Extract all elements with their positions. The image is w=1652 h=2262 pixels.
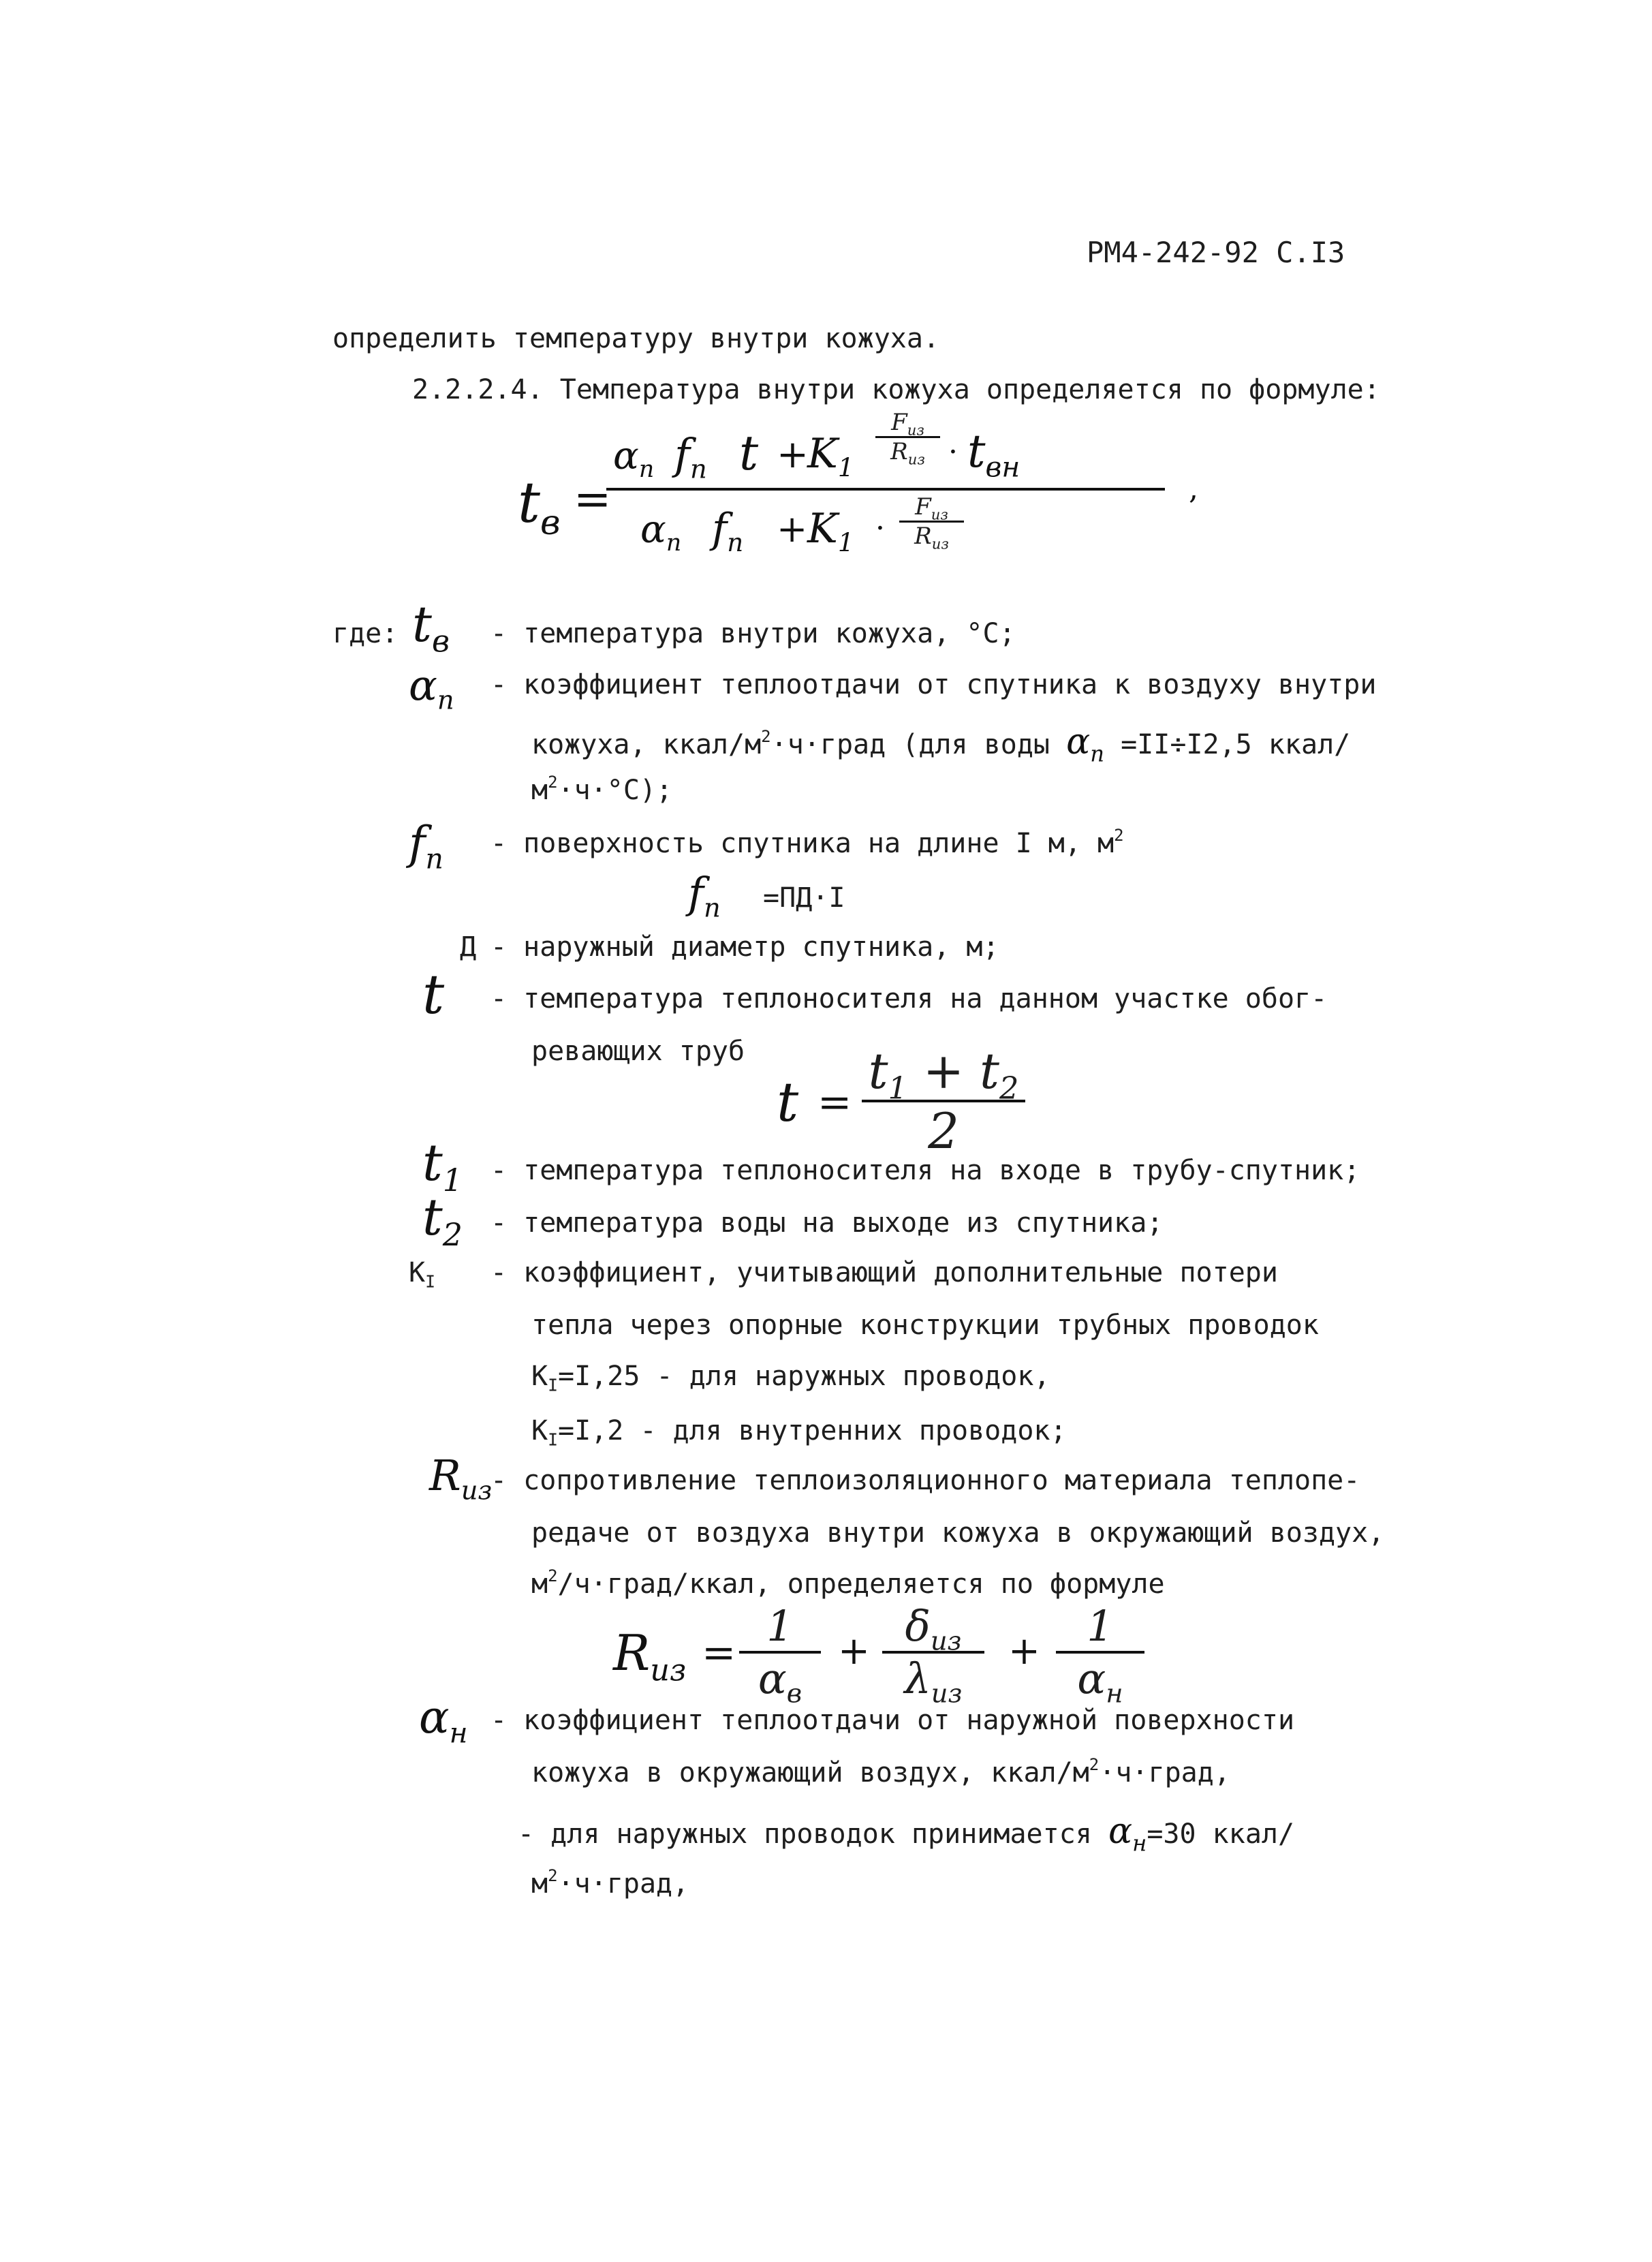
symbol-t2: $t_2$ — [422, 1188, 463, 1254]
formula-lhs: $t_в$ — [518, 471, 561, 542]
def-t2: - температура воды на выходе из спутника; — [490, 1207, 1164, 1239]
def-alpha-n-l3: - для наружных проводок принимается $\alpha_н=30$ ккал/ — [518, 1811, 1295, 1857]
symbol-k1: $K_I$ — [409, 1257, 436, 1292]
def-alpha-n-l1: - коэффициент теплоотдачи от наружной поверхности — [490, 1705, 1295, 1736]
def-alpha-n-l2: кожуха в окружающий воздух, ккал/$м^2\cdot ч\cdot град$, — [531, 1755, 1230, 1788]
def-alpha-p-l3: $м^2\cdot ч\cdot^\circ С$); — [531, 773, 673, 806]
symbol-alpha-n: $\alpha_н$ — [419, 1691, 468, 1750]
symbol-t1: $t_1$ — [422, 1134, 463, 1199]
section-heading: 2.2.2.4. Температура внутри кожуха определяется по формуле: — [412, 374, 1380, 405]
def-t1: - температура теплоносителя на входе в трубу-спутник; — [490, 1155, 1360, 1186]
symbol-alpha-p: $\alpha_п$ — [409, 660, 454, 716]
def-t-in: - температура внутри кожуха, °С; — [490, 618, 1016, 649]
def-k1-l2: тепла через опорные конструкции трубных проводок — [531, 1310, 1319, 1341]
def-d: - наружный диаметр спутника, м; — [490, 931, 999, 963]
def-alpha-p-l2: кожуха, ккал/$м^2\cdot ч\cdot град$ (для воды $\alpha_п =II\div I2,5$ ккал/ — [531, 722, 1351, 767]
intro-line: определить температуру внутри кожуха. — [332, 323, 940, 354]
def-k1-l1: - коэффициент, учитывающий дополнительные потери — [490, 1257, 1278, 1288]
num-small-fraction: $F_{из}$ $R_{из}$ — [875, 409, 940, 465]
def-f-p: - поверхность спутника на длине I м, $м^2$ — [490, 826, 1124, 859]
document-code: РМ4-242-92 С.I3 — [1087, 236, 1345, 269]
def-alpha-n-l4: $м^2\cdot ч\cdot град$, — [531, 1866, 689, 1900]
symbol-r-iz: $R_{из}$ — [429, 1451, 493, 1506]
formula-main-bar — [606, 488, 1165, 491]
formula-f-p: $f_п$ =ПД·I — [688, 868, 845, 924]
def-alpha-p-l1: - коэффициент теплоотдачи от спутника к воздуху внутри — [490, 669, 1377, 700]
formula-comma: , — [1189, 471, 1198, 506]
def-r-l3: $м^2/ч\cdot град$/ккал, определяется по формуле — [531, 1566, 1165, 1600]
def-t-l2: ревающих труб — [531, 1036, 745, 1067]
formula-r-iz: $R_{из}$ = 1 $\alpha_в$ + $\delta_{из}$ $\lambda_{из}$ + 1 $\alpha_н$ — [613, 1601, 1172, 1703]
symbol-t: t — [422, 963, 445, 1026]
def-t-l1: - температура теплоносителя на данном участке обог- — [490, 983, 1328, 1014]
symbol-d: Д — [460, 931, 477, 963]
formula-t-mean: t = $t_1 + t_2$ 2 — [777, 1042, 1035, 1151]
symbol-f-p: $f_п$ — [409, 817, 443, 876]
formula-denominator: $\alpha_п$ $f_п$ + $K_1$ · $F_{из}$ $R_{из}$ — [640, 493, 1022, 572]
def-k1-l3: $K_I=I,25$ - для наружных проводок, — [531, 1361, 1050, 1395]
main-formula — [518, 409, 1213, 572]
def-r-l1: - сопротивление теплоизоляционного материала теплопе- — [490, 1465, 1360, 1496]
formula-numerator: $\alpha_п$ $f_п$ t + $K_1$ $F_{из}$ $R_{из}$ · $t_{вн}$ — [613, 409, 1020, 485]
where-label: где: — [332, 618, 399, 649]
def-r-l2: редаче от воздуха внутри кожуха в окружающий воздух, — [531, 1517, 1385, 1549]
def-k1-l4: $K_I=I,2$ - для внутренних проводок; — [531, 1415, 1067, 1450]
symbol-t-in: $t_в$ — [412, 595, 450, 660]
formula-equals: = — [574, 473, 612, 525]
